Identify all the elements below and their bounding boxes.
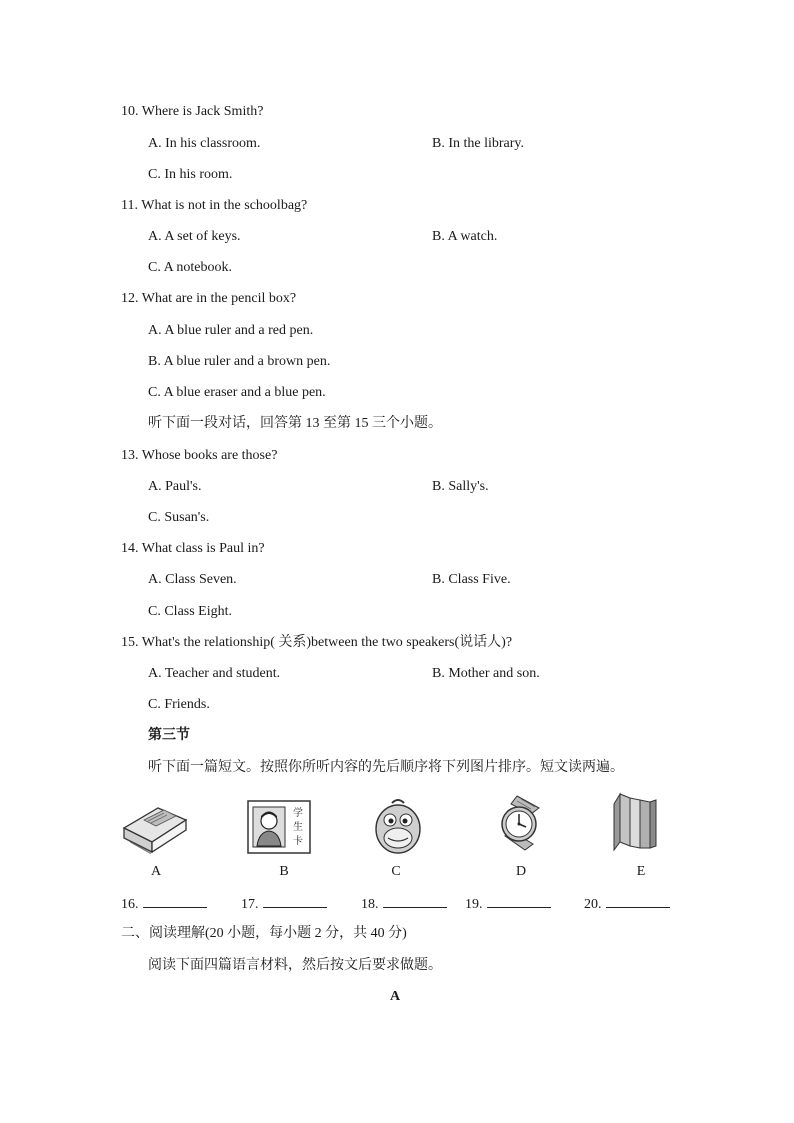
option-14c: C. Class Eight. [148,604,233,619]
blank-17[interactable]: 17. [241,894,327,914]
option-14b: B. Class Five. [432,572,511,587]
blank-18[interactable]: 18. [361,894,447,914]
part-2-instruction: 阅读下面四篇语言材料，然后按文后要求做题。 [148,958,442,973]
question-13: 13. Whose books are those? [121,448,278,463]
option-10b: B. In the library. [432,136,525,151]
backpack-icon [370,797,426,855]
option-15c: C. Friends. [148,697,210,712]
option-12a: A. A blue ruler and a red pen. [148,323,314,338]
option-14a: A. Class Seven. [148,572,237,587]
card-char-1: 学 [293,808,303,819]
passage-label: A [390,989,401,1004]
blank-19[interactable]: 19. [465,894,551,914]
option-11b: B. A watch. [432,229,498,244]
question-11: 11. What is not in the schoolbag? [121,198,308,213]
option-13a: A. Paul's. [148,479,202,494]
part-2-heading: 二、阅读理解(20 小题，每小题 2 分，共 40 分) [121,926,407,941]
question-12: 12. What are in the pencil box? [121,291,297,306]
option-10c: C. In his room. [148,167,233,182]
option-13b: B. Sally's. [432,479,489,494]
option-13c: C. Susan's. [148,510,210,525]
question-15: 15. What's the relationship( 关系)between the two speakers(说话人)? [121,635,513,650]
option-15b: B. Mother and son. [432,666,540,681]
option-11c: C. A notebook. [148,260,233,275]
question-10: 10. Where is Jack Smith? [121,104,264,119]
option-15a: A. Teacher and student. [148,666,281,681]
book-icon [118,798,190,856]
blank-16[interactable]: 16. [121,894,207,914]
picture-label-b: B [279,864,289,879]
question-14: 14. What class is Paul in? [121,541,265,556]
section-3-title: 第三节 [148,728,190,743]
student-card-icon [246,799,312,855]
card-char-3: 卡 [293,836,303,847]
picture-label-e: E [636,864,646,879]
instruction-13-15: 听下面一段对话，回答第 13 至第 15 三个小题。 [148,416,442,431]
card-char-2: 生 [293,822,303,833]
picture-label-d: D [515,864,527,879]
blank-20[interactable]: 20. [584,894,670,914]
option-10a: A. In his classroom. [148,136,261,151]
section-3-instruction: 听下面一篇短文。按照你所听内容的先后顺序将下列图片排序。短文读两遍。 [148,760,624,775]
picture-label-c: C [391,864,401,879]
watch-icon [487,792,551,856]
books-icon [610,790,660,854]
option-11a: A. A set of keys. [148,229,241,244]
option-12c: C. A blue eraser and a blue pen. [148,385,326,400]
option-12b: B. A blue ruler and a brown pen. [148,354,331,369]
picture-label-a: A [150,864,162,879]
